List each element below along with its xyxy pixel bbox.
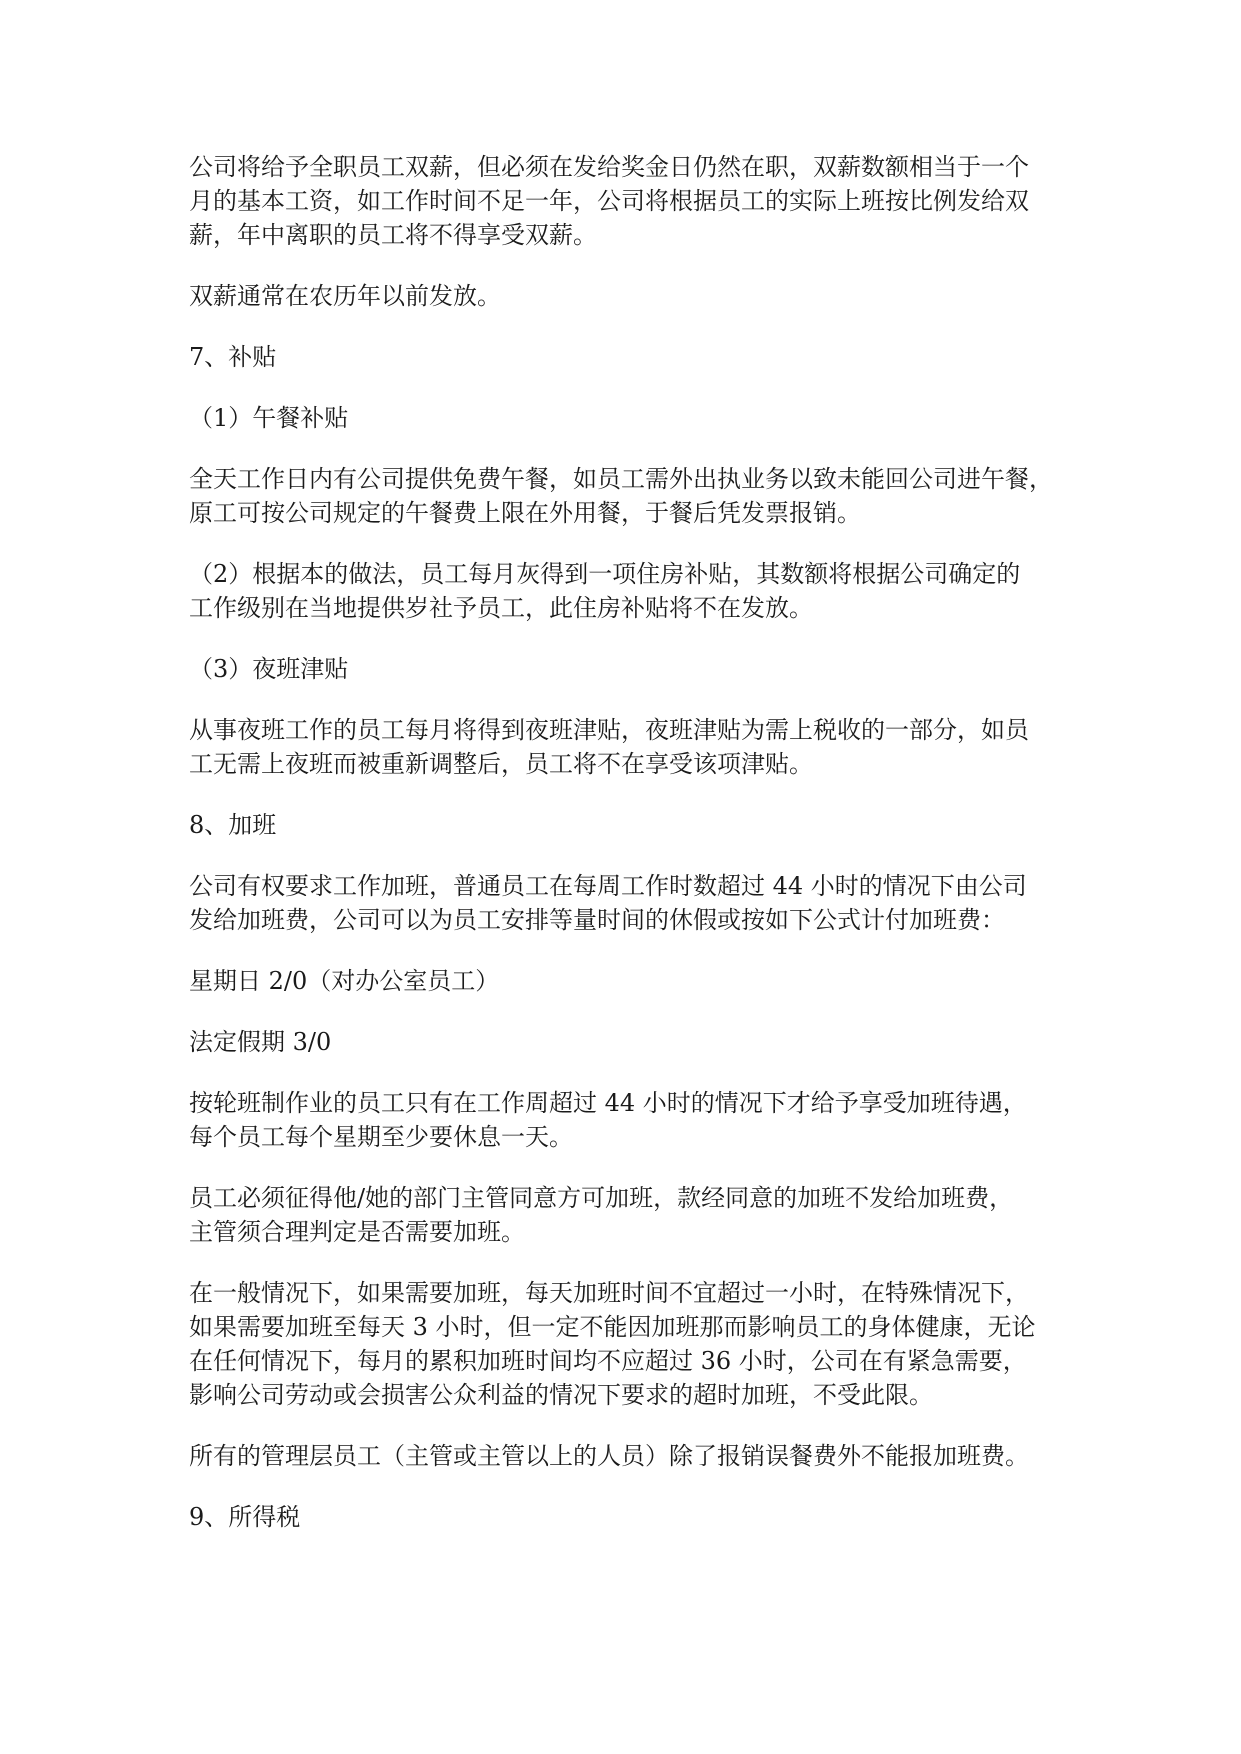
paragraph-management-overtime bbox=[189, 1439, 1059, 1473]
paragraph-double-salary bbox=[189, 150, 1059, 252]
paragraph-overtime-right bbox=[189, 869, 1059, 937]
text-line: 发给加班费，公司可以为员工安排等量时间的休假或按如下公式计付加班费： bbox=[189, 906, 1005, 934]
subheading-night-shift-allowance bbox=[189, 652, 1059, 686]
text-line: 月的基本工资，如工作时间不足一年，公司将根据员工的实际上班按比例发给双 bbox=[189, 187, 1029, 215]
text-line: （1）午餐补贴 bbox=[189, 404, 349, 432]
paragraph-overtime-approval bbox=[189, 1181, 1059, 1249]
text-line: 原工可按公司规定的午餐费上限在外用餐，于餐后凭发票报销。 bbox=[189, 499, 861, 527]
text-line: 工作级别在当地提供岁社予员工，此住房补贴将不在发放。 bbox=[189, 594, 813, 622]
paragraph-housing-allowance bbox=[189, 557, 1059, 625]
text-line: 从事夜班工作的员工每月将得到夜班津贴，夜班津贴为需上税收的一部分，如员 bbox=[189, 716, 1029, 744]
text-line: （3）夜班津贴 bbox=[189, 655, 349, 683]
text-line: 在任何情况下，每月的累积加班时间均不应超过 36 小时，公司在有紧急需要， bbox=[189, 1347, 1027, 1375]
text-line: 在一般情况下，如果需要加班，每天加班时间不宜超过一小时，在特殊情况下， bbox=[189, 1279, 1029, 1307]
paragraph-lunch-allowance bbox=[189, 462, 1059, 530]
section-heading-overtime bbox=[189, 808, 1059, 842]
text-line: 双薪通常在农历年以前发放。 bbox=[189, 282, 501, 310]
text-line: 8、加班 bbox=[189, 811, 277, 839]
paragraph-double-salary-timing bbox=[189, 279, 1059, 313]
text-line: 星期日 2/0（对办公室员工） bbox=[189, 967, 500, 995]
paragraph-shift-workers bbox=[189, 1086, 1059, 1154]
text-line: （2）根据本的做法，员工每月灰得到一项住房补贴，其数额将根据公司确定的 bbox=[189, 560, 1021, 588]
paragraph-overtime-limits bbox=[189, 1276, 1059, 1412]
text-line: 主管须合理判定是否需要加班。 bbox=[189, 1218, 525, 1246]
section-heading-allowance bbox=[189, 340, 1059, 374]
text-line: 薪，年中离职的员工将不得享受双薪。 bbox=[189, 221, 597, 249]
document-body bbox=[189, 150, 1059, 1561]
text-line: 影响公司劳动或会损害公众利益的情况下要求的超时加班，不受此限。 bbox=[189, 1381, 933, 1409]
text-line: 工无需上夜班而被重新调整后，员工将不在享受该项津贴。 bbox=[189, 750, 813, 778]
paragraph-sunday-rate bbox=[189, 964, 1059, 998]
text-line: 公司将给予全职员工双薪，但必须在发给奖金日仍然在职，双薪数额相当于一个 bbox=[189, 153, 1029, 181]
text-line: 所有的管理层员工（主管或主管以上的人员）除了报销误餐费外不能报加班费。 bbox=[189, 1442, 1029, 1470]
text-line: 每个员工每个星期至少要休息一天。 bbox=[189, 1123, 573, 1151]
text-line: 按轮班制作业的员工只有在工作周超过 44 小时的情况下才给予享受加班待遇， bbox=[189, 1089, 1027, 1117]
text-line: 公司有权要求工作加班，普通员工在每周工作时数超过 44 小时的情况下由公司 bbox=[189, 872, 1027, 900]
text-line: 如果需要加班至每天 3 小时，但一定不能因加班那而影响员工的身体健康，无论 bbox=[189, 1313, 1036, 1341]
subheading-lunch-allowance bbox=[189, 401, 1059, 435]
section-heading-income-tax bbox=[189, 1500, 1059, 1534]
text-line: 9、所得税 bbox=[189, 1503, 301, 1531]
text-line: 7、补贴 bbox=[189, 343, 277, 371]
text-line: 全天工作日内有公司提供免费午餐，如员工需外出执业务以致未能回公司进午餐， bbox=[189, 465, 1053, 493]
text-line: 员工必须征得他/她的部门主管同意方可加班，款经同意的加班不发给加班费， bbox=[189, 1184, 1014, 1212]
paragraph-night-shift-allowance bbox=[189, 713, 1059, 781]
paragraph-holiday-rate bbox=[189, 1025, 1059, 1059]
text-line: 法定假期 3/0 bbox=[189, 1028, 332, 1056]
